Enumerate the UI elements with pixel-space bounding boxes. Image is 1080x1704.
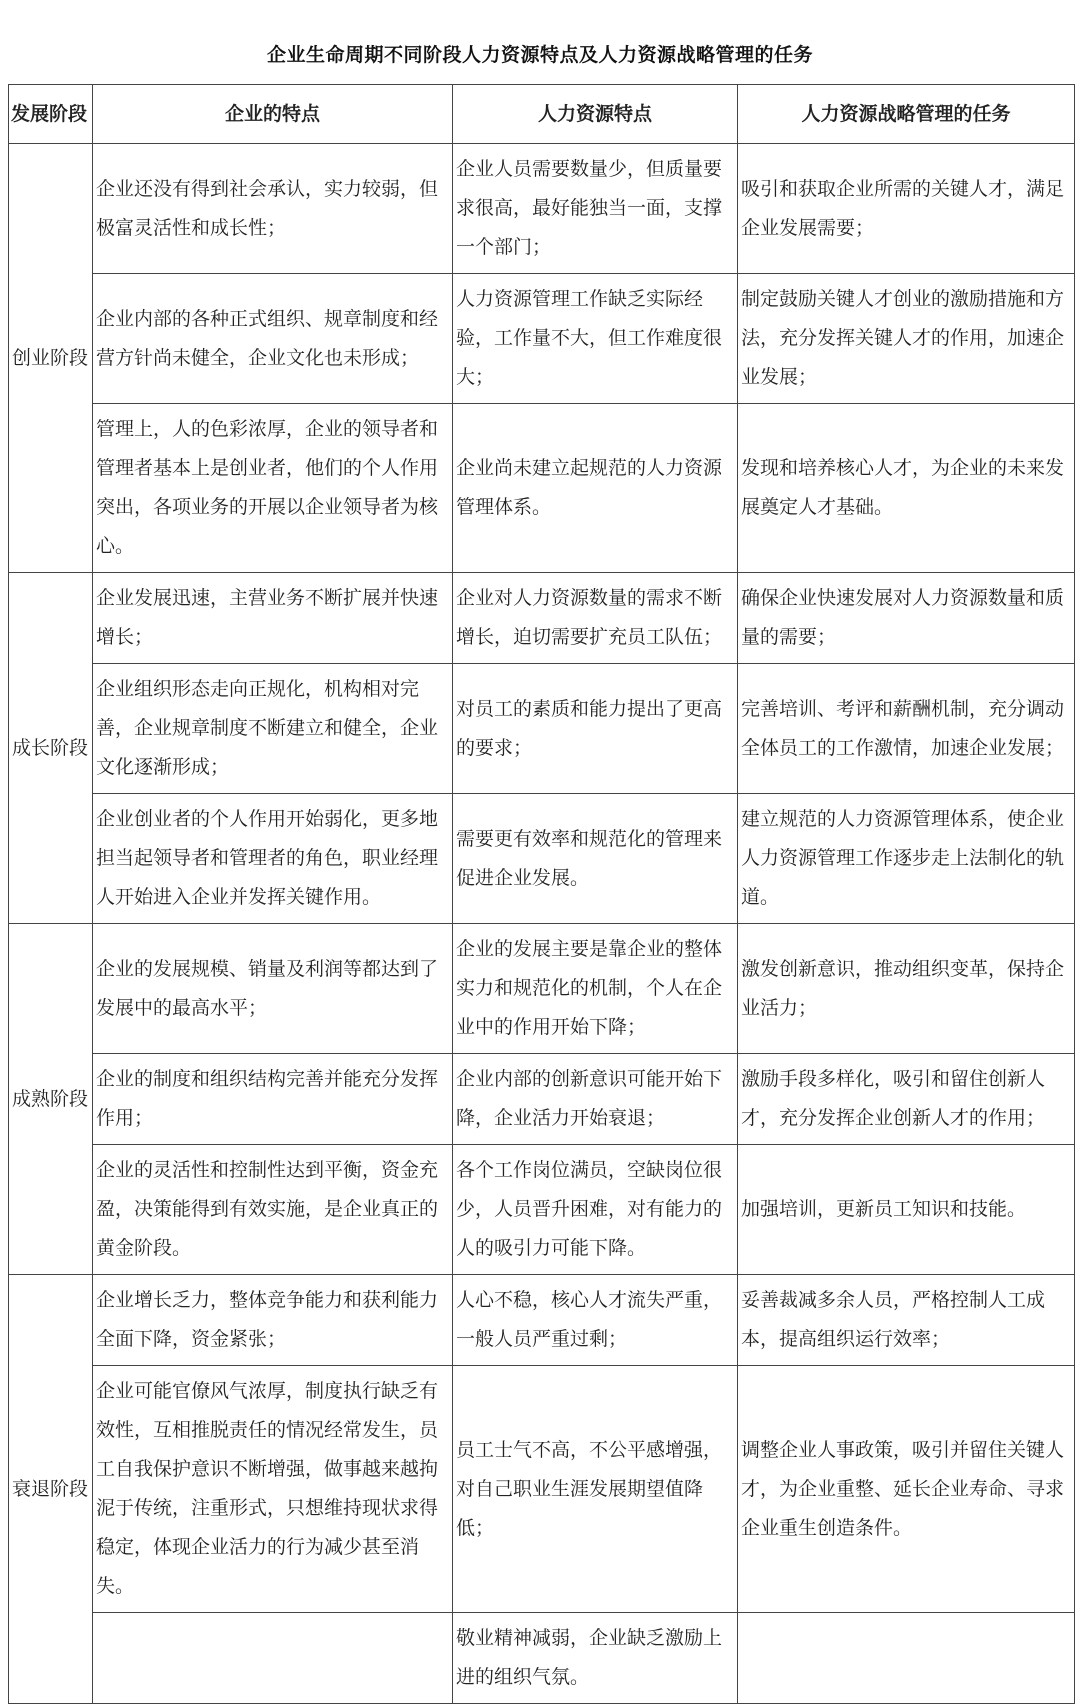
stage-cell: 成长阶段 bbox=[9, 573, 93, 924]
stage-cell: 创业阶段 bbox=[9, 144, 93, 573]
hr-feature-cell: 企业对人力资源数量的需求不断增长，迫切需要扩充员工队伍； bbox=[453, 573, 738, 664]
hr-task-cell: 妥善裁减多余人员，严格控制人工成本，提高组织运行效率； bbox=[738, 1275, 1075, 1366]
hr-lifecycle-table bbox=[8, 84, 1075, 1704]
table-row bbox=[9, 1054, 1075, 1145]
hr-task-cell: 确保企业快速发展对人力资源数量和质量的需要； bbox=[738, 573, 1075, 664]
hr-task-cell: 吸引和获取企业所需的关键人才，满足企业发展需要； bbox=[738, 144, 1075, 274]
company-feature-cell: 企业的灵活性和控制性达到平衡，资金充盈，决策能得到有效实施，是企业真正的黄金阶段。 bbox=[93, 1145, 453, 1275]
table-row bbox=[9, 664, 1075, 794]
table-row bbox=[9, 1145, 1075, 1275]
company-feature-cell: 企业可能官僚风气浓厚，制度执行缺乏有效性，互相推脱责任的情况经常发生，员工自我保护意识不断增强，做事越来越拘泥于传统，注重形式，只想维持现状求得稳定，体现企业活力的行为减少甚至消失。 bbox=[93, 1366, 453, 1613]
company-feature-cell: 企业内部的各种正式组织、规章制度和经营方针尚未健全，企业文化也未形成； bbox=[93, 274, 453, 404]
company-feature-cell: 企业增长乏力，整体竞争能力和获利能力全面下降，资金紧张； bbox=[93, 1275, 453, 1366]
hr-feature-cell: 敬业精神减弱，企业缺乏激励上进的组织气氛。 bbox=[453, 1613, 738, 1704]
stage-cell: 成熟阶段 bbox=[9, 924, 93, 1275]
hr-task-cell bbox=[738, 1613, 1075, 1704]
company-feature-cell: 企业组织形态走向正规化，机构相对完善，企业规章制度不断建立和健全，企业文化逐渐形成； bbox=[93, 664, 453, 794]
hr-feature-cell: 人力资源管理工作缺乏实际经验，工作量不大，但工作难度很大； bbox=[453, 274, 738, 404]
table-row bbox=[9, 1613, 1075, 1704]
hr-task-cell: 建立规范的人力资源管理体系，使企业人力资源管理工作逐步走上法制化的轨道。 bbox=[738, 794, 1075, 924]
table-row bbox=[9, 274, 1075, 404]
header-stage: 发展阶段 bbox=[9, 85, 93, 144]
page-title: 企业生命周期不同阶段人力资源特点及人力资源战略管理的任务 bbox=[266, 44, 813, 66]
header-hr-tasks: 人力资源战略管理的任务 bbox=[738, 85, 1075, 144]
hr-task-cell: 完善培训、考评和薪酬机制，充分调动全体员工的工作激情，加速企业发展； bbox=[738, 664, 1075, 794]
hr-task-cell: 激发创新意识，推动组织变革，保持企业活力； bbox=[738, 924, 1075, 1054]
hr-feature-cell: 企业人员需要数量少，但质量要求很高，最好能独当一面，支撑一个部门； bbox=[453, 144, 738, 274]
hr-feature-cell: 需要更有效率和规范化的管理来促进企业发展。 bbox=[453, 794, 738, 924]
table-header-row bbox=[9, 85, 1075, 144]
company-feature-cell: 企业发展迅速，主营业务不断扩展并快速增长； bbox=[93, 573, 453, 664]
company-feature-cell: 企业的制度和组织结构完善并能充分发挥作用； bbox=[93, 1054, 453, 1145]
hr-task-cell: 发现和培养核心人才，为企业的未来发展奠定人才基础。 bbox=[738, 404, 1075, 573]
company-feature-cell bbox=[93, 1613, 453, 1704]
hr-task-cell: 加强培训，更新员工知识和技能。 bbox=[738, 1145, 1075, 1275]
company-feature-cell: 企业的发展规模、销量及利润等都达到了发展中的最高水平； bbox=[93, 924, 453, 1054]
stage-cell: 衰退阶段 bbox=[9, 1275, 93, 1704]
table-row bbox=[9, 794, 1075, 924]
header-hr-features: 人力资源特点 bbox=[453, 85, 738, 144]
company-feature-cell: 管理上，人的色彩浓厚，企业的领导者和管理者基本上是创业者，他们的个人作用突出，各项业务的开展以企业领导者为核心。 bbox=[93, 404, 453, 573]
hr-task-cell: 调整企业人事政策，吸引并留住关键人才，为企业重整、延长企业寿命、寻求企业重生创造条件。 bbox=[738, 1366, 1075, 1613]
hr-feature-cell: 人心不稳，核心人才流失严重，一般人员严重过剩； bbox=[453, 1275, 738, 1366]
company-feature-cell: 企业还没有得到社会承认，实力较弱，但极富灵活性和成长性； bbox=[93, 144, 453, 274]
table-row bbox=[9, 404, 1075, 573]
hr-task-cell: 激励手段多样化，吸引和留住创新人才，充分发挥企业创新人才的作用； bbox=[738, 1054, 1075, 1145]
hr-feature-cell: 企业的发展主要是靠企业的整体实力和规范化的机制，个人在企业中的作用开始下降； bbox=[453, 924, 738, 1054]
company-feature-cell: 企业创业者的个人作用开始弱化，更多地担当起领导者和管理者的角色，职业经理人开始进入企业并发挥关键作用。 bbox=[93, 794, 453, 924]
table-row bbox=[9, 924, 1075, 1054]
hr-feature-cell: 员工士气不高，不公平感增强，对自己职业生涯发展期望值降低； bbox=[453, 1366, 738, 1613]
table-row bbox=[9, 1366, 1075, 1613]
hr-task-cell: 制定鼓励关键人才创业的激励措施和方法，充分发挥关键人才的作用，加速企业发展； bbox=[738, 274, 1075, 404]
table-row bbox=[9, 1275, 1075, 1366]
hr-feature-cell: 各个工作岗位满员，空缺岗位很少，人员晋升困难，对有能力的人的吸引力可能下降。 bbox=[453, 1145, 738, 1275]
header-company-features: 企业的特点 bbox=[93, 85, 453, 144]
table-row bbox=[9, 144, 1075, 274]
hr-feature-cell: 对员工的素质和能力提出了更高的要求； bbox=[453, 664, 738, 794]
hr-feature-cell: 企业内部的创新意识可能开始下降，企业活力开始衰退； bbox=[453, 1054, 738, 1145]
hr-feature-cell: 企业尚未建立起规范的人力资源管理体系。 bbox=[453, 404, 738, 573]
table-row bbox=[9, 573, 1075, 664]
